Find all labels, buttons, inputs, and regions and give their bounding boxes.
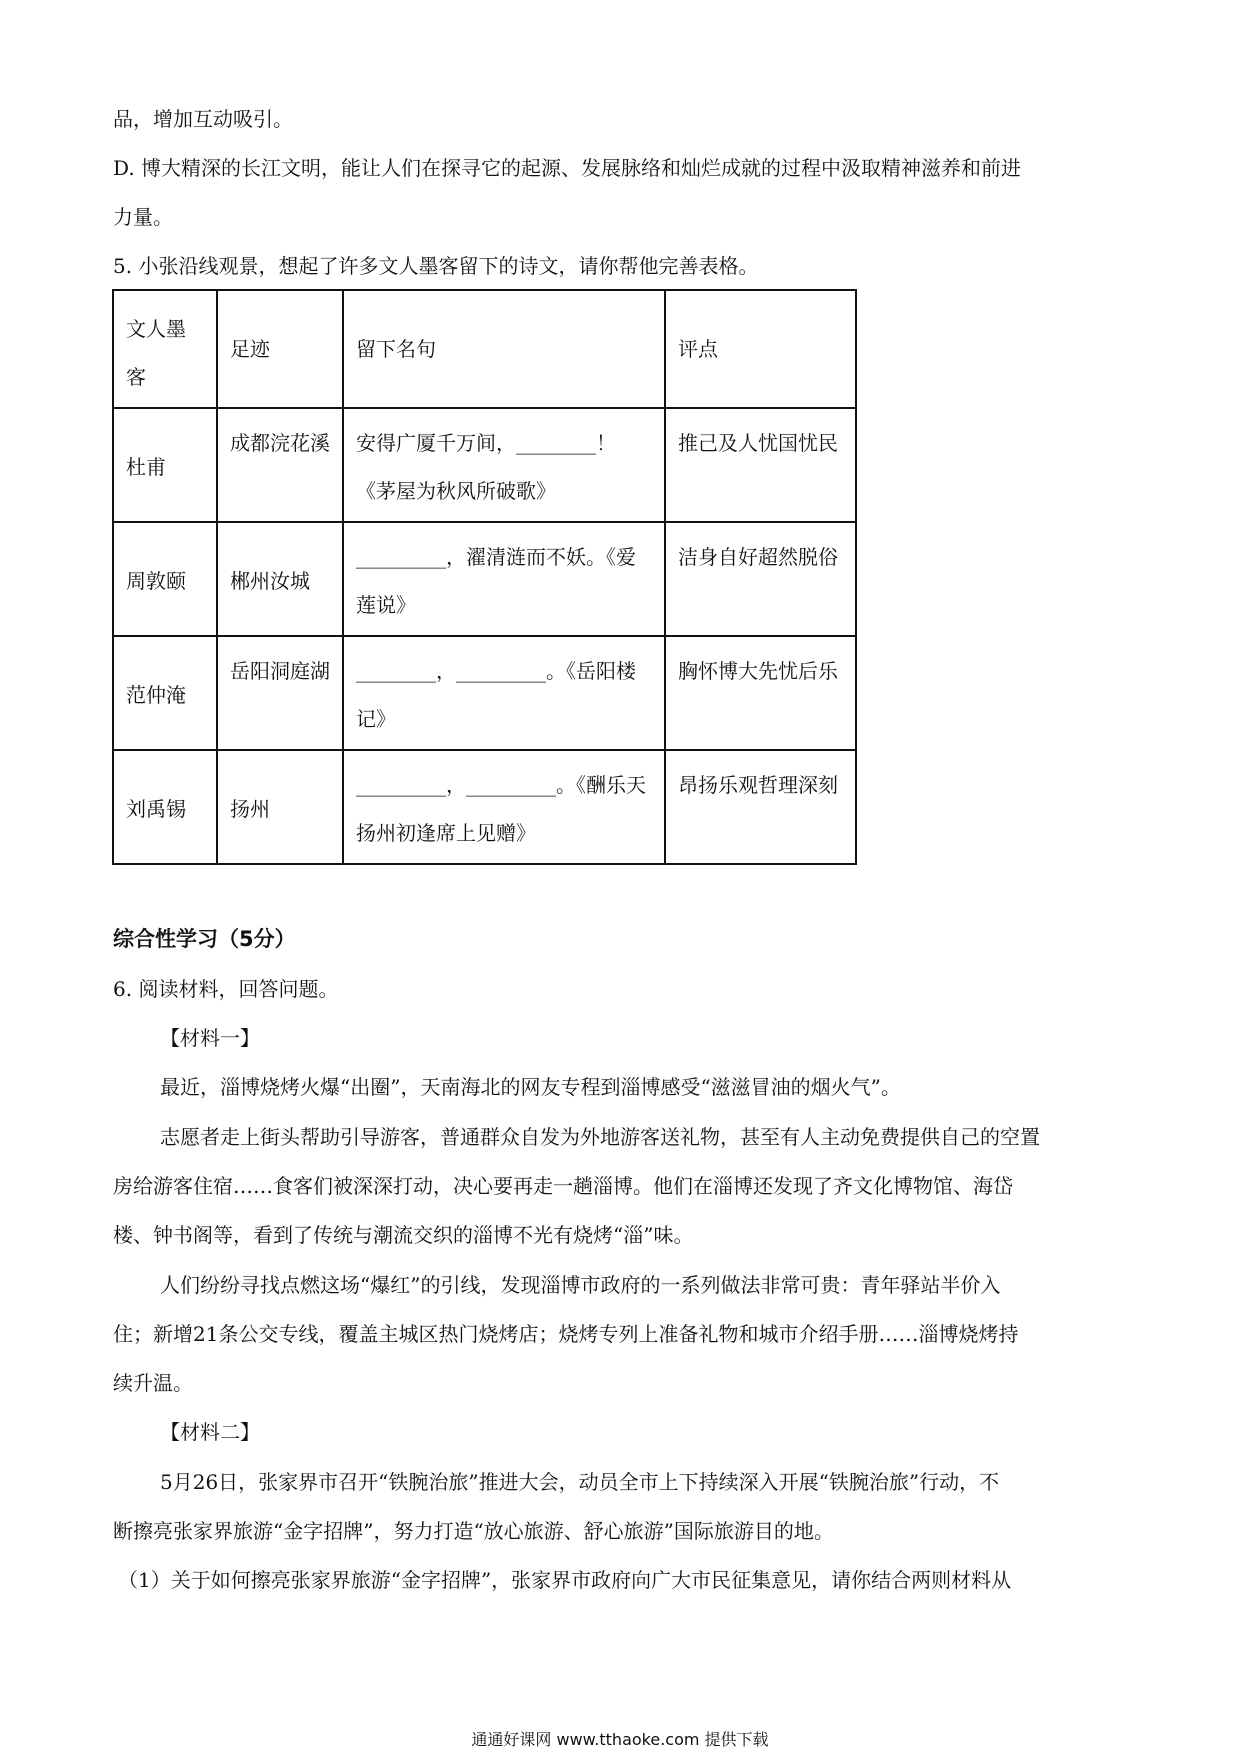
header-place: 足迹 <box>217 290 343 408</box>
material-1-line: 人们纷纷寻找点燃这场“爆红”的引线，发现淄博市政府的一系列做法非常可贵：青年驿站半价入 <box>160 1273 1001 1297</box>
header-comment: 评点 <box>665 290 856 408</box>
material-1-line: 续升温。 <box>113 1371 193 1395</box>
poem-table <box>112 289 857 865</box>
cell-person: 周敦颐 <box>113 522 217 636</box>
header-quote: 留下名句 <box>343 290 665 408</box>
table-row <box>113 408 856 522</box>
material-2-label: 【材料二】 <box>160 1420 260 1444</box>
table-header-row <box>113 290 856 408</box>
material-2-line: 断擦亮张家界旅游“金字招牌”，努力打造“放心旅游、舒心旅游”国际旅游目的地。 <box>113 1519 834 1543</box>
option-d: D. 博大精深的长江文明，能让人们在探寻它的起源、发展脉络和灿烂成就的过程中汲取精神滋养和前进 <box>113 156 1022 180</box>
table-row <box>113 522 856 636</box>
table-row <box>113 636 856 750</box>
cell-comment: 洁身自好超然脱俗 <box>665 522 856 636</box>
cell-person: 杜甫 <box>113 408 217 522</box>
cell-quote: ________，_________。《岳阳楼记》 <box>343 636 665 750</box>
material-1-line: 房给游客住宿……食客们被深深打动，决心要再走一趟淄博。他们在淄博还发现了齐文化博物馆、海岱 <box>113 1174 1013 1198</box>
cell-person: 范仲淹 <box>113 636 217 750</box>
cell-place: 岳阳洞庭湖 <box>217 636 343 750</box>
cell-quote: _________，濯清涟而不妖。《爱莲说》 <box>343 522 665 636</box>
cell-person: 刘禹锡 <box>113 750 217 864</box>
material-1-line: 住；新增21条公交专线，覆盖主城区热门烧烤店；烧烤专列上准备礼物和城市介绍手册……淄博烧烤持 <box>113 1322 1019 1346</box>
cell-place: 郴州汝城 <box>217 522 343 636</box>
cell-comment: 昂扬乐观哲理深刻 <box>665 750 856 864</box>
cell-place: 成都浣花溪 <box>217 408 343 522</box>
question-5: 5. 小张沿线观景，想起了许多文人墨客留下的诗文，请你帮他完善表格。 <box>113 254 759 278</box>
material-1-line: 最近，淄博烧烤火爆“出圈”，天南海北的网友专程到淄博感受“滋滋冒油的烟火气”。 <box>160 1075 901 1099</box>
option-d-continuation: 力量。 <box>113 205 173 229</box>
question-6: 6. 阅读材料，回答问题。 <box>113 977 339 1001</box>
table-row <box>113 750 856 864</box>
cell-comment: 胸怀博大先忧后乐 <box>665 636 856 750</box>
material-2-line: 5月26日，张家界市召开“铁腕治旅”推进大会，动员全市上下持续深入开展“铁腕治旅”行动，不 <box>160 1470 1000 1494</box>
footer-watermark: 通通好课网 www.tthaoke.com 提供下载 <box>471 1730 769 1749</box>
cell-quote: 安得广厦千万间，________！《茅屋为秋风所破歌》 <box>343 408 665 522</box>
cell-place: 扬州 <box>217 750 343 864</box>
material-1-line: 志愿者走上街头帮助引导游客，普通群众自发为外地游客送礼物，甚至有人主动免费提供自己的空置 <box>160 1125 1040 1149</box>
material-1-line: 楼、钟书阁等，看到了传统与潮流交织的淄博不光有烧烤“淄”味。 <box>113 1223 694 1247</box>
cell-quote: _________，_________。《酬乐天扬州初逢席上见赠》 <box>343 750 665 864</box>
sub-question-1: （1）关于如何擦亮张家界旅游“金字招牌”，张家界市政府向广大市民征集意见，请你结合两则材料从 <box>118 1568 1012 1592</box>
section-heading: 综合性学习（5分） <box>113 927 296 951</box>
material-1-label: 【材料一】 <box>160 1026 260 1050</box>
text-line-continuation: 品，增加互动吸引。 <box>113 107 293 131</box>
header-person: 文人墨客 <box>113 290 217 408</box>
cell-comment: 推己及人忧国忧民 <box>665 408 856 522</box>
